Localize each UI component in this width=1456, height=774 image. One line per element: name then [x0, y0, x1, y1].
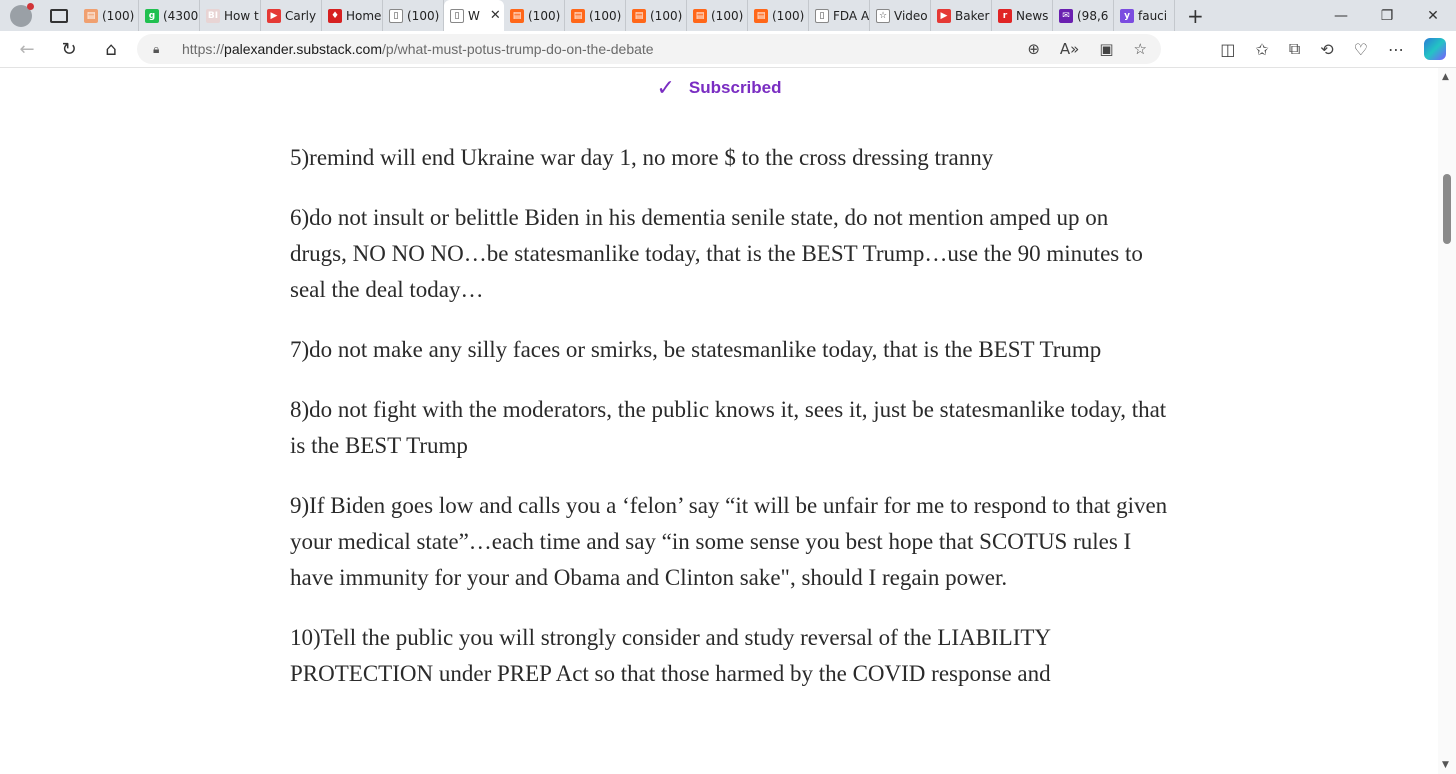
copilot-icon[interactable] — [1424, 38, 1446, 60]
article-paragraph: 10)Tell the public you will strongly consider and study reversal of the LIABILITY PROTECTION under PREP Act so that those harmed by the COVID response and — [290, 625, 1051, 686]
history-icon[interactable]: ⟲ — [1320, 39, 1334, 59]
url-text[interactable] — [182, 41, 654, 57]
tab[interactable] — [626, 0, 687, 31]
g-icon: g — [145, 9, 159, 23]
tab-label: (100) — [589, 8, 622, 23]
page-content — [0, 68, 1438, 774]
substack-icon: ▤ — [632, 9, 646, 23]
youtube-icon: ▶ — [267, 9, 281, 23]
back-icon[interactable]: ← — [19, 38, 35, 60]
tab[interactable] — [1114, 0, 1175, 31]
star-icon: ☆ — [876, 9, 890, 23]
bi-icon: BI — [207, 10, 219, 21]
tab-label: Carly — [285, 8, 317, 23]
favorite-star-icon[interactable]: ☆ — [1133, 40, 1147, 58]
tab[interactable] — [322, 0, 383, 31]
read-aloud-icon[interactable]: A» — [1059, 40, 1080, 58]
shield-icon: ♦ — [328, 9, 342, 23]
article-paragraph: 7)do not make any silly faces or smirks, be statesmanlike today, that is the BEST Trump — [290, 337, 1102, 362]
page-icon: ▯ — [815, 9, 829, 23]
article-paragraph: 8)do not fight with the moderators, the public knows it, sees it, just be statesmanlike today, that is the BEST Trump — [290, 397, 1167, 458]
url-host: palexander.substack.com — [224, 41, 383, 57]
tab[interactable] — [139, 0, 200, 31]
tab[interactable] — [687, 0, 748, 31]
split-screen-icon[interactable]: ◫ — [1220, 39, 1236, 59]
yahoo-icon: y — [1120, 9, 1134, 23]
tab-active[interactable] — [444, 0, 504, 31]
article-paragraph: 5)remind will end Ukraine war day 1, no more $ to the cross dressing tranny — [290, 145, 994, 170]
youtube-icon: ▶ — [937, 9, 951, 23]
substack-icon: ▤ — [754, 9, 768, 23]
close-window-icon[interactable]: ✕ — [1427, 7, 1439, 24]
substack-icon: ▤ — [510, 9, 524, 23]
tab-label: (100) — [528, 8, 561, 23]
scroll-up-icon[interactable]: ▲ — [1442, 72, 1449, 82]
substack-icon: ▤ — [571, 9, 585, 23]
article-paragraph: 9)If Biden goes low and calls you a ‘felon’ say “it will be unfair for me to respond to that given your medical state”…each time and say “in some sense you best hope that SCOTUS rules I have immunity for your and Obama and Clinton sake", should I regain power. — [290, 493, 1168, 590]
tab-label: Baker — [955, 8, 990, 23]
scrollbar-thumb[interactable] — [1443, 174, 1451, 244]
tab[interactable] — [809, 0, 870, 31]
tab-label: (100) — [711, 8, 744, 23]
tab[interactable] — [1053, 0, 1114, 31]
tab[interactable] — [261, 0, 322, 31]
url-prefix: https:// — [182, 41, 225, 57]
lock-icon[interactable]: 🔒︎ — [153, 42, 160, 56]
tab-label: (100) — [407, 8, 440, 23]
tab-label: (100) — [772, 8, 805, 23]
tab[interactable] — [870, 0, 931, 31]
article-body — [290, 140, 1170, 716]
tab-strip — [0, 0, 1456, 31]
window-controls — [1318, 0, 1456, 31]
substack-icon: ▤ — [693, 9, 707, 23]
tab[interactable] — [565, 0, 626, 31]
profile-avatar[interactable] — [10, 5, 32, 27]
tab-label: Video — [894, 8, 928, 23]
new-tab-button[interactable]: + — [1187, 3, 1204, 28]
favorites-icon[interactable]: ✩ — [1255, 39, 1269, 59]
zoom-icon[interactable]: ⊕ — [1027, 40, 1040, 58]
checkmark-icon: ✓ — [656, 75, 675, 100]
immersive-reader-icon[interactable]: ▣ — [1099, 40, 1114, 58]
toolbar-right-icons — [1220, 31, 1446, 67]
tab[interactable] — [748, 0, 809, 31]
tab[interactable] — [78, 0, 139, 31]
tab[interactable] — [200, 0, 261, 31]
home-icon[interactable]: ⌂ — [105, 38, 117, 60]
tab-label: FDA A — [833, 8, 870, 23]
tab-label: How t — [224, 8, 259, 23]
address-bar-icons — [1027, 34, 1147, 64]
tab[interactable] — [504, 0, 565, 31]
substack-icon: ▤ — [84, 9, 98, 23]
subscribed-label: Subscribed — [688, 78, 782, 97]
article-paragraph: 6)do not insult or belittle Biden in his dementia senile state, do not mention amped up on drugs, NO NO NO…be statesmanlike today, that is the BEST Trump…use the 90 minutes to seal the deal today… — [290, 205, 1143, 302]
browser-essentials-icon[interactable]: ♡ — [1353, 39, 1368, 59]
tab[interactable] — [931, 0, 992, 31]
tab-label: News — [1016, 8, 1049, 23]
url-path: /p/what-must-potus-trump-do-on-the-debate — [382, 41, 654, 57]
collections-icon[interactable]: ⧉ — [1288, 39, 1301, 58]
tab-label: (100) — [102, 8, 135, 23]
tab-label: fauci — [1138, 8, 1168, 23]
tab-list — [78, 0, 1175, 31]
notification-dot — [27, 3, 34, 10]
mail-icon: ✉ — [1059, 9, 1073, 23]
news-icon: r — [998, 9, 1012, 23]
tab-label: W — [468, 8, 480, 23]
more-menu-icon[interactable]: ⋯ — [1388, 39, 1404, 59]
close-tab-icon[interactable]: ✕ — [489, 8, 501, 23]
page-icon: ▯ — [389, 9, 403, 23]
vertical-scrollbar[interactable] — [1438, 68, 1456, 774]
tab-actions-icon[interactable] — [50, 9, 68, 23]
tab-label: (4300 — [163, 8, 199, 23]
tab-label: Home — [346, 8, 382, 23]
page-icon: ▯ — [450, 9, 464, 23]
address-bar[interactable] — [137, 34, 1161, 64]
scroll-down-icon[interactable]: ▼ — [1442, 760, 1449, 770]
subscribed-button[interactable] — [0, 76, 1438, 100]
refresh-icon[interactable]: ↻ — [61, 38, 77, 60]
restore-icon[interactable]: ❐ — [1380, 7, 1394, 24]
tab-label: (100) — [650, 8, 683, 23]
tab-label: (98,6 — [1077, 8, 1109, 23]
minimize-icon[interactable]: — — [1334, 7, 1348, 24]
browser-toolbar — [0, 31, 1456, 68]
tab[interactable] — [992, 0, 1053, 31]
tab[interactable] — [383, 0, 444, 31]
